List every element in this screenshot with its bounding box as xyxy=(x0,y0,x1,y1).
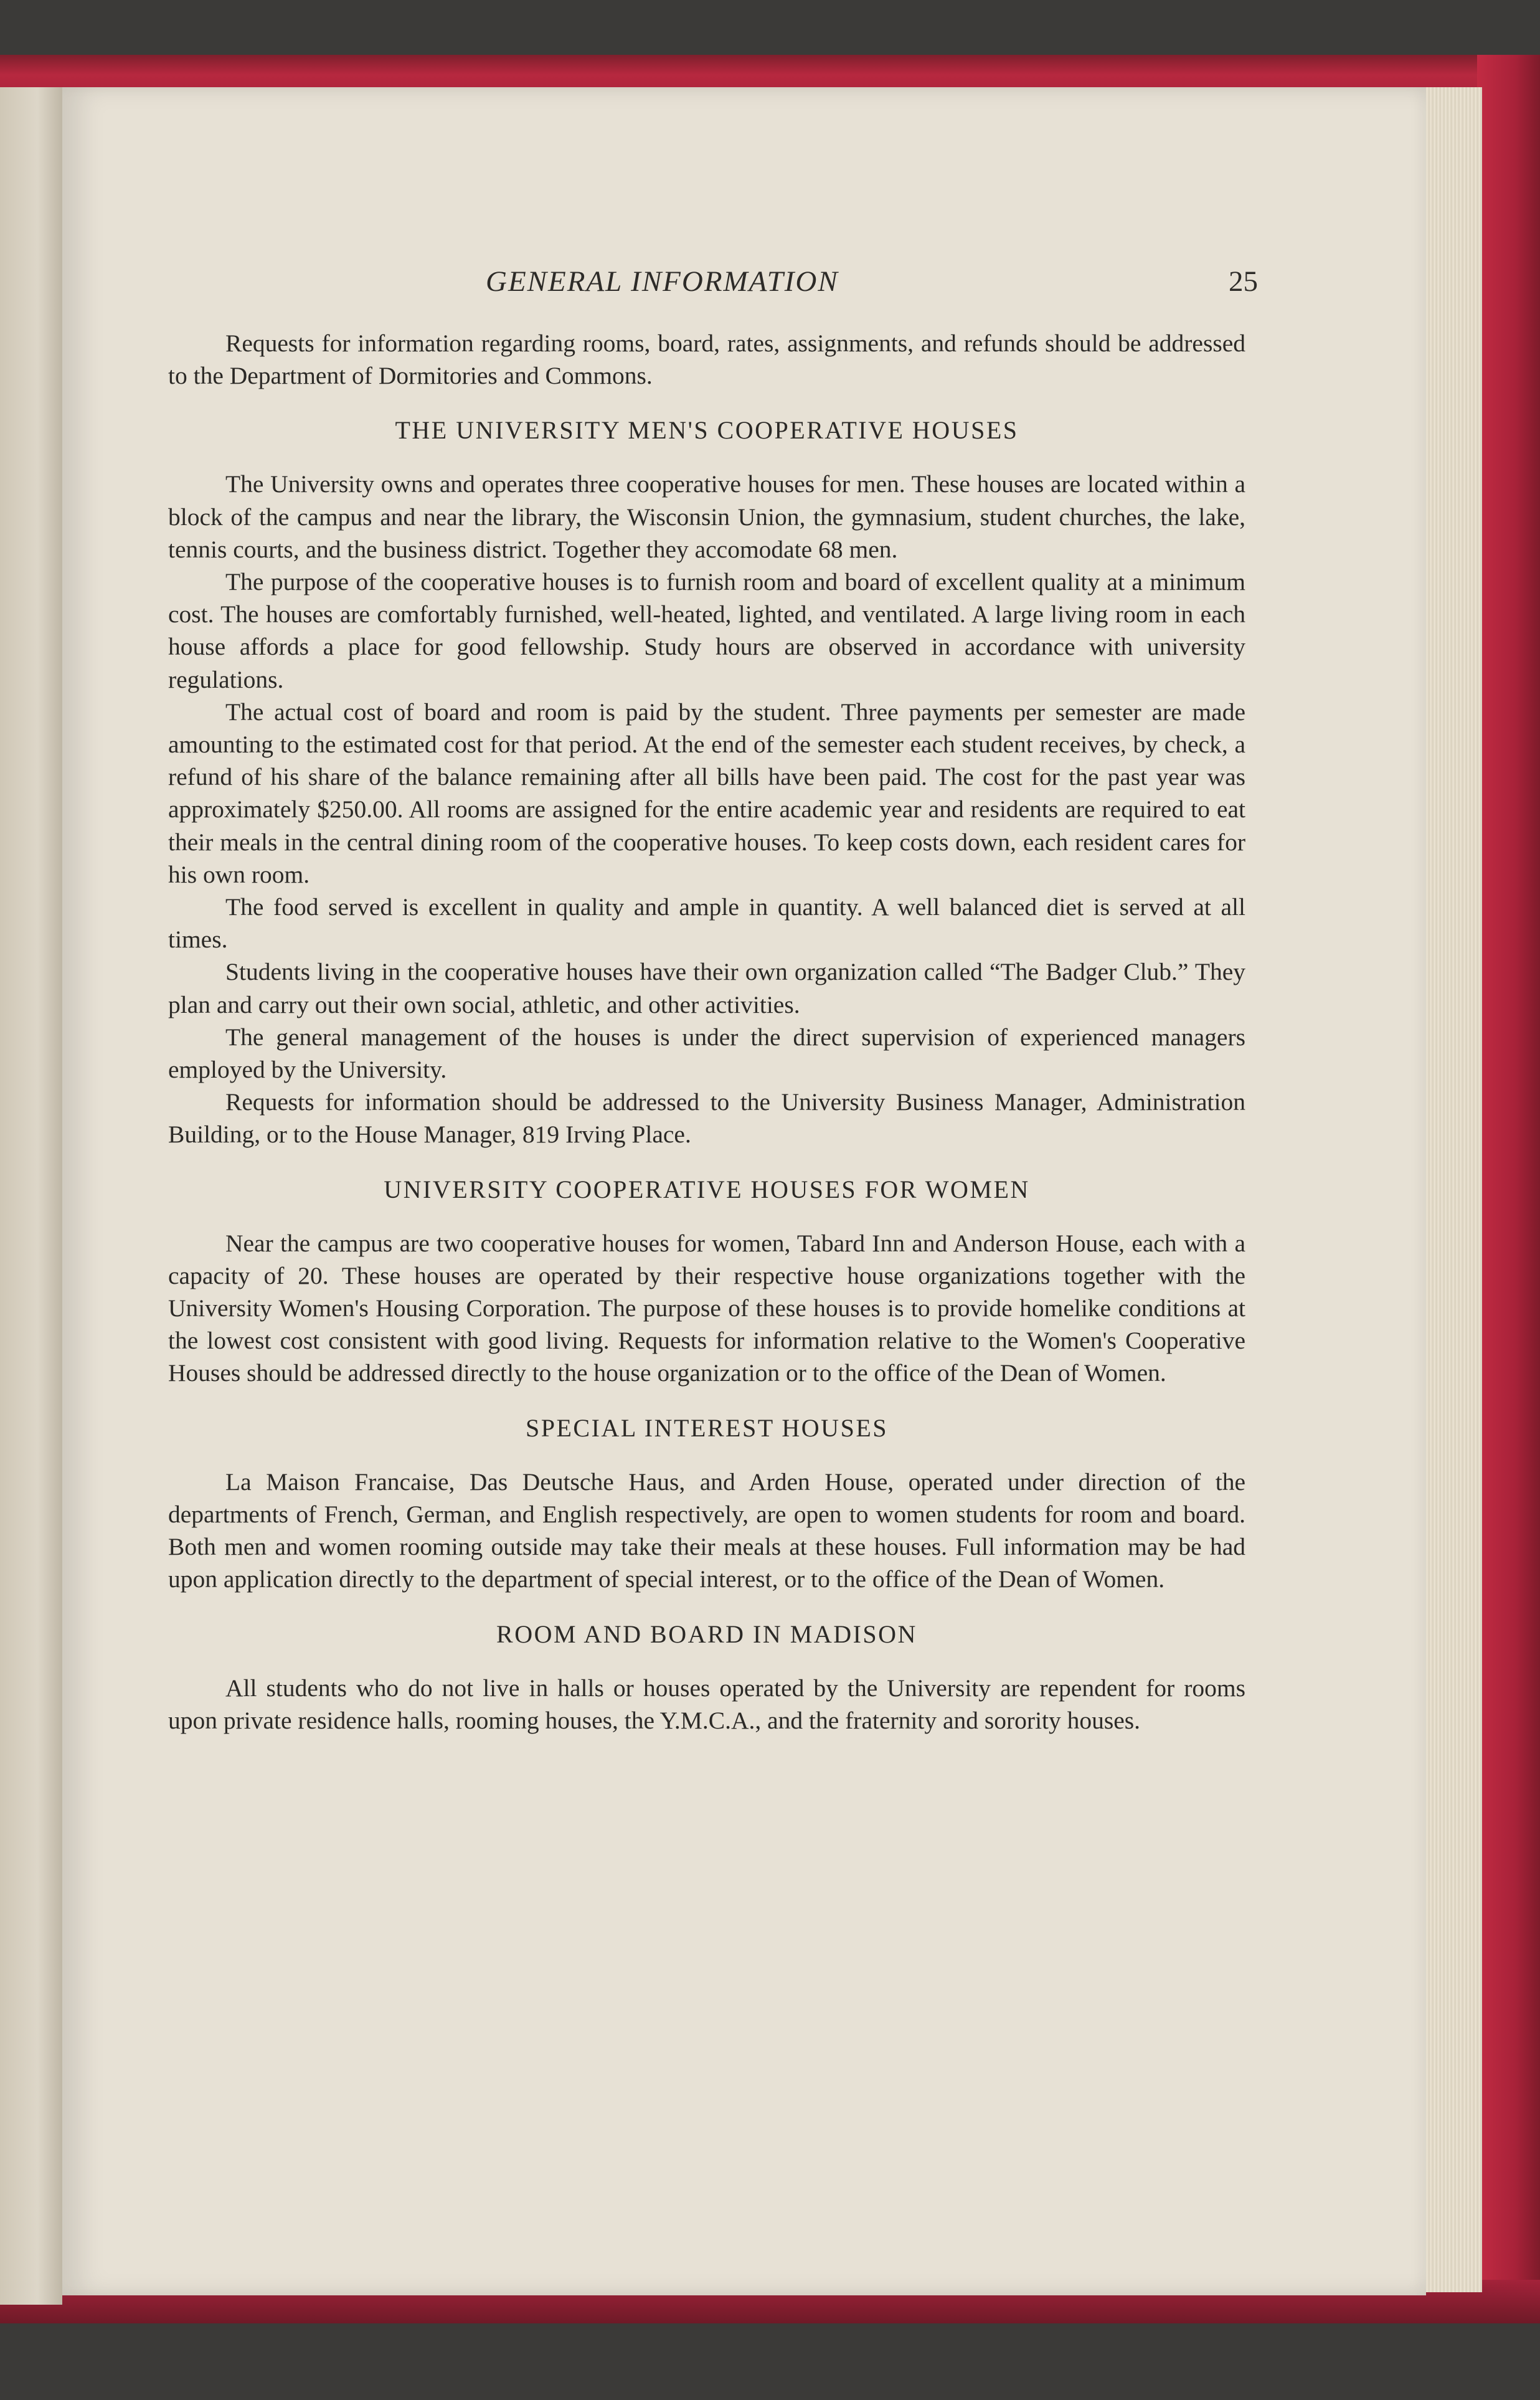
intro-paragraph: Requests for information regarding rooms, board, rates, assignments, and refunds should be addressed to the Department of Dormitories and Commons. xyxy=(168,330,1245,390)
section-heading-womens-cooperative: UNIVERSITY COOPERATIVE HOUSES FOR WOMEN xyxy=(384,1175,1030,1203)
paragraph: Near the campus are two cooperative houses for women, Tabard Inn and Anderson House, each with a capacity of 20. These houses are operated by their respective house organizations together with the University Women's Housing Corporation. The purpose of these houses is to provide homelike conditions at the lowest cost consistent with good living. Requests for information relative to the Women's Cooperative Houses should be addressed directly to the house organization or to the office of the Dean of Women. xyxy=(168,1229,1245,1387)
paragraph: The purpose of the cooperative houses is to furnish room and board of excellent quality at a minimum cost. The houses are comfortably furnished, well-heated, lighted, and ventilated. A large living room in each house affords a place for good fellowship. Study hours are observed in accordance with university regulations. xyxy=(168,568,1245,693)
page-stack-edge xyxy=(1420,87,1482,2292)
section-heading-room-and-board: ROOM AND BOARD IN MADISON xyxy=(496,1620,917,1648)
paragraph: La Maison Francaise, Das Deutsche Haus, and Arden House, operated under direction of the departments of French, German, and English respectively, are open to women students for room and board. Both men and women rooming outside may take their meals at these houses. Full information may be had upon application directly to the department of special interest, or to the office of the Dean of Women. xyxy=(168,1468,1245,1593)
section-heading-special-interest: SPECIAL INTEREST HOUSES xyxy=(526,1413,888,1442)
paragraph: All students who do not live in halls or houses operated by the University are rependent for rooms upon private residence halls, rooming houses, the Y.M.C.A., and the fraternity and sorority houses. xyxy=(168,1674,1245,1734)
facing-page-edge xyxy=(0,87,62,2305)
section-heading-mens-cooperative: THE UNIVERSITY MEN'S COOPERATIVE HOUSES xyxy=(395,416,1019,445)
paragraph: Students living in the cooperative houses have their own organization called “The Badger Club.” They plan and carry out their own social, athletic, and other activities. xyxy=(168,958,1245,1018)
paragraph: The general management of the houses is under the direct supervision of experienced managers employed by the University. xyxy=(168,1023,1245,1084)
book-cover-right xyxy=(1477,55,1540,2317)
running-title: GENERAL INFORMATION xyxy=(486,265,839,298)
paragraph: Requests for information should be addressed to the University Business Manager, Administration Building, or to the House Manager, 819 Irving Place. xyxy=(168,1088,1245,1149)
page-number: 25 xyxy=(1229,265,1258,298)
paragraph: The University owns and operates three cooperative houses for men. These houses are located within a block of the campus and near the library, the Wisconsin Union, the gymnasium, student churches, the lake, tennis courts, and the business district. Together they accomodate 68 men. xyxy=(168,470,1245,563)
page-header xyxy=(486,265,1258,302)
paragraph: The actual cost of board and room is paid by the student. Three payments per semester are made amounting to the estimated cost for that period. At the end of the semester each student receives, by check, a refund of his share of the balance remaining after all bills have been paid. The cost for the past year was approximately $250.00. All rooms are assigned for the entire academic year and residents are required to eat their meals in the central dining room of the cooperative houses. To keep costs down, each resident cares for his own room. xyxy=(168,698,1245,888)
paragraph: The food served is excellent in quality and ample in quantity. A well balanced diet is served at all times. xyxy=(168,893,1245,954)
page-body xyxy=(168,327,1245,1737)
